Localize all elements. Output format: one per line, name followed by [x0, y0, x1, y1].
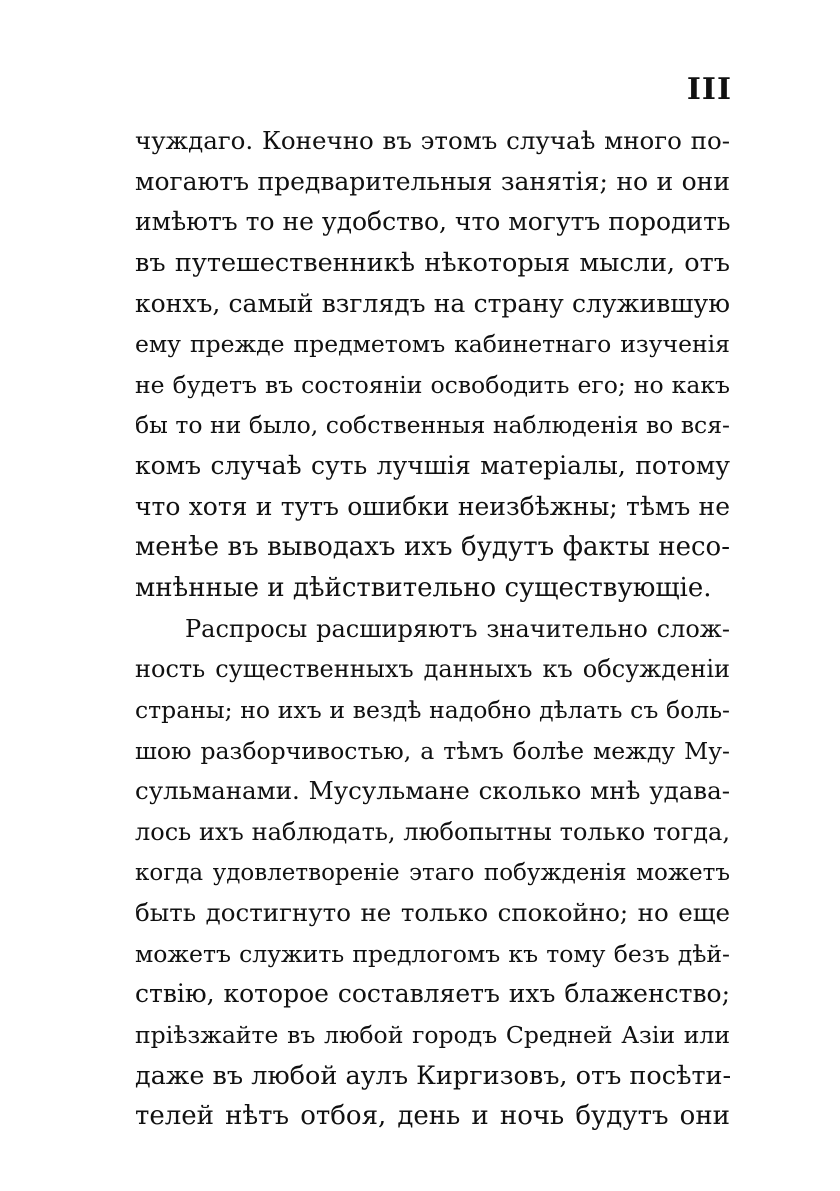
body-text	[135, 121, 730, 1137]
text-line: Распросы расширяютъ значительно слож-	[185, 614, 730, 643]
text-line: телей нѣтъ отбоя, день и ночь будутъ они	[135, 1101, 730, 1132]
text-line: что хотя и тутъ ошибки неизбѣжны; тѣмъ не	[135, 491, 730, 521]
text-line: ствію, которое составляетъ ихъ блаженство;	[135, 979, 730, 1009]
text-line: пріѣзжайте въ любой городъ Средней Азіи или	[135, 1021, 730, 1050]
text-line: сульманами. Мусульмане сколько мнѣ удава-	[135, 776, 730, 806]
text-line: когда удовлетвореніе этаго побужденія можетъ	[135, 859, 730, 886]
paragraph-1	[135, 121, 730, 609]
text-line: не будетъ въ состояніи освободить его; но какъ	[135, 370, 730, 399]
text-line: ему прежде предметомъ кабинетнаго изученія	[135, 330, 730, 359]
text-line: быть достигнуто не только спокойно; но еще	[135, 898, 730, 928]
page-number: III	[686, 72, 732, 107]
text-line: чуждаго. Конечно въ этомъ случаѣ много по-	[135, 126, 730, 155]
text-line: комъ случаѣ суть лучшія матеріалы, потому	[135, 451, 730, 481]
text-line: страны; но ихъ и вездѣ надобно дѣлать съ боль-	[135, 695, 730, 724]
paragraph-2	[135, 609, 730, 1137]
text-line: менѣе въ выводахъ ихъ будутъ факты несо-	[135, 532, 730, 563]
text-line: имѣютъ то не удобство, что могутъ породить	[135, 207, 731, 237]
text-line: шою разборчивостью, а тѣмъ болѣе между Му-	[135, 736, 730, 765]
text-line: конхъ, самый взглядъ на страну служившую	[135, 288, 730, 318]
text-line: даже въ любой аулъ Киргизовъ, отъ посѣти-	[135, 1060, 732, 1091]
text-line: можетъ служить предлогомъ къ тому безъ дѣй-	[135, 939, 730, 968]
text-line: ность существенныхъ данныхъ къ обсужденіи	[135, 655, 730, 684]
text-line: могаютъ предварительныя занятія; но и они	[135, 166, 730, 196]
text-line: въ путешественникѣ нѣкоторыя мысли, отъ	[135, 247, 730, 278]
text-line: лось ихъ наблюдать, любопытны только тогда,	[135, 817, 730, 846]
text-line: бы то ни было, собственныя наблюденія во вся-	[135, 411, 730, 440]
text-line: мнѣнные и дѣйствительно существующіе.	[135, 573, 712, 604]
